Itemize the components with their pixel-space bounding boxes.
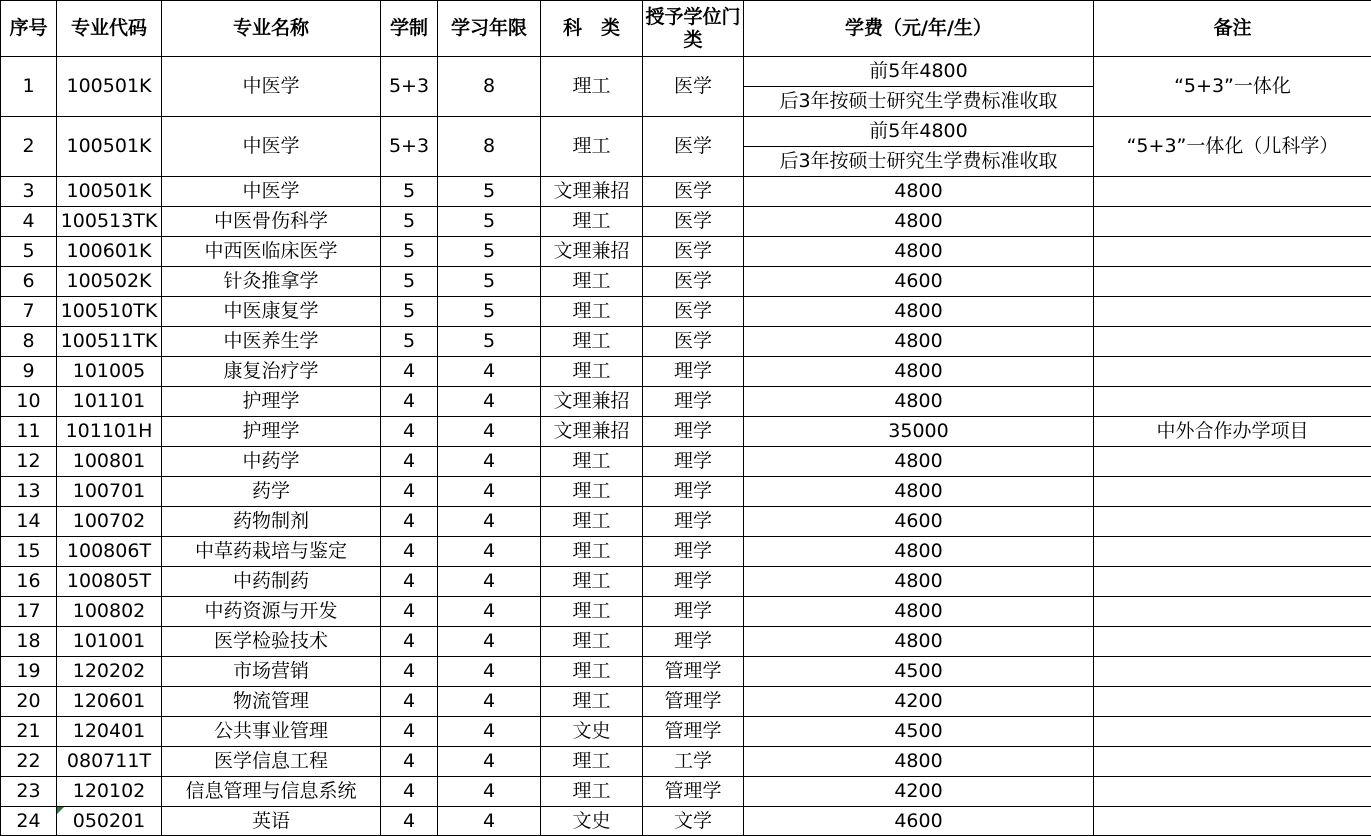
table-row <box>1 507 1371 537</box>
cell-code[interactable]: 100801 <box>57 447 162 477</box>
cell-degree[interactable]: 管理学 <box>643 717 744 747</box>
cell-category[interactable]: 理工 <box>541 117 643 177</box>
cell-category[interactable]: 文史 <box>541 717 643 747</box>
table-row <box>1 117 1371 147</box>
cell-system[interactable]: 4 <box>381 807 438 836</box>
cell-category[interactable]: 理工 <box>541 327 643 357</box>
cell-index[interactable]: 8 <box>1 327 57 357</box>
cell-degree[interactable]: 医学 <box>643 237 744 267</box>
cell-index[interactable]: 10 <box>1 387 57 417</box>
cell-index[interactable]: 18 <box>1 627 57 657</box>
cell-system[interactable]: 5 <box>381 177 438 207</box>
cell-index[interactable]: 21 <box>1 717 57 747</box>
cell-fee[interactable]: 4800 <box>744 357 1094 387</box>
cell-name[interactable]: 中医学 <box>162 117 381 177</box>
cell-index[interactable]: 6 <box>1 267 57 297</box>
header-system[interactable]: 学制 <box>381 1 438 57</box>
cell-note[interactable] <box>1094 177 1371 207</box>
cell-system[interactable]: 5 <box>381 297 438 327</box>
cell-code[interactable]: 100805T <box>57 567 162 597</box>
cell-index[interactable]: 1 <box>1 57 57 117</box>
table-row <box>1 417 1371 447</box>
cell-note[interactable]: 中外合作办学项目 <box>1094 417 1371 447</box>
cell-years[interactable]: 4 <box>438 387 541 417</box>
cell-system[interactable]: 4 <box>381 747 438 777</box>
cell-name[interactable]: 中医学 <box>162 57 381 117</box>
cell-fee-bottom[interactable]: 后3年按硕士研究生学费标准收取 <box>744 87 1094 117</box>
cell-index[interactable]: 12 <box>1 447 57 477</box>
cell-index[interactable]: 3 <box>1 177 57 207</box>
cell-index[interactable]: 20 <box>1 687 57 717</box>
cell-system[interactable]: 4 <box>381 657 438 687</box>
table-row <box>1 687 1371 717</box>
cell-degree[interactable]: 理学 <box>643 417 744 447</box>
cell-fee[interactable]: 4500 <box>744 717 1094 747</box>
table-row <box>1 297 1371 327</box>
cell-code[interactable]: 101001 <box>57 627 162 657</box>
cell-years[interactable]: 8 <box>438 57 541 117</box>
cell-code[interactable]: 120202 <box>57 657 162 687</box>
cell-degree[interactable]: 医学 <box>643 117 744 177</box>
cell-degree[interactable]: 医学 <box>643 297 744 327</box>
cell-degree[interactable]: 理学 <box>643 447 744 477</box>
cell-degree[interactable]: 管理学 <box>643 687 744 717</box>
cell-system[interactable]: 5 <box>381 207 438 237</box>
cell-years[interactable]: 4 <box>438 747 541 777</box>
cell-name[interactable]: 中药资源与开发 <box>162 597 381 627</box>
cell-name[interactable]: 中医学 <box>162 177 381 207</box>
cell-fee[interactable]: 4800 <box>744 477 1094 507</box>
cell-system[interactable]: 5+3 <box>381 57 438 117</box>
cell-system[interactable]: 5 <box>381 327 438 357</box>
cell-name[interactable]: 英语 <box>162 807 381 836</box>
cell-degree[interactable]: 理学 <box>643 627 744 657</box>
cell-degree[interactable]: 理学 <box>643 537 744 567</box>
cell-code[interactable]: 100501K <box>57 177 162 207</box>
cell-name[interactable]: 中医骨伤科学 <box>162 207 381 237</box>
cell-name[interactable]: 物流管理 <box>162 687 381 717</box>
header-fee[interactable]: 学费（元/年/生） <box>744 1 1094 57</box>
cell-fee[interactable]: 4800 <box>744 177 1094 207</box>
cell-note[interactable]: “5+3”一体化 <box>1094 57 1371 117</box>
cell-note[interactable] <box>1094 777 1371 807</box>
cell-system[interactable]: 4 <box>381 357 438 387</box>
cell-note[interactable] <box>1094 687 1371 717</box>
cell-category[interactable]: 理工 <box>541 747 643 777</box>
cell-name[interactable]: 康复治疗学 <box>162 357 381 387</box>
cell-index[interactable]: 11 <box>1 417 57 447</box>
cell-years[interactable]: 4 <box>438 687 541 717</box>
cell-note[interactable] <box>1094 267 1371 297</box>
header-index[interactable]: 序号 <box>1 1 57 57</box>
cell-category[interactable]: 理工 <box>541 477 643 507</box>
cell-category[interactable]: 理工 <box>541 207 643 237</box>
cell-name[interactable]: 护理学 <box>162 387 381 417</box>
table-row <box>1 537 1371 567</box>
cell-degree[interactable]: 理学 <box>643 387 744 417</box>
cell-years[interactable]: 4 <box>438 567 541 597</box>
table-row <box>1 627 1371 657</box>
cell-index[interactable]: 19 <box>1 657 57 687</box>
cell-years[interactable]: 4 <box>438 657 541 687</box>
cell-system[interactable]: 4 <box>381 447 438 477</box>
cell-code[interactable]: 120601 <box>57 687 162 717</box>
cell-note[interactable] <box>1094 477 1371 507</box>
cell-degree[interactable]: 管理学 <box>643 657 744 687</box>
cell-fee[interactable]: 35000 <box>744 417 1094 447</box>
cell-note[interactable] <box>1094 807 1371 836</box>
cell-code[interactable]: 100806T <box>57 537 162 567</box>
table-row <box>1 657 1371 687</box>
cell-system[interactable]: 4 <box>381 537 438 567</box>
cell-years[interactable]: 4 <box>438 627 541 657</box>
cell-fee-bottom[interactable]: 后3年按硕士研究生学费标准收取 <box>744 147 1094 177</box>
cell-code[interactable]: 100502K <box>57 267 162 297</box>
cell-name[interactable]: 中医康复学 <box>162 297 381 327</box>
cell-degree[interactable]: 理学 <box>643 597 744 627</box>
cell-fee[interactable]: 4600 <box>744 267 1094 297</box>
cell-years[interactable]: 4 <box>438 507 541 537</box>
header-row <box>1 1 1371 57</box>
cell-code[interactable]: 100501K <box>57 57 162 117</box>
cell-system[interactable]: 5 <box>381 267 438 297</box>
cell-category[interactable]: 理工 <box>541 657 643 687</box>
cell-years[interactable]: 4 <box>438 537 541 567</box>
table-row <box>1 777 1371 807</box>
cell-fee[interactable]: 4600 <box>744 807 1094 836</box>
cell-system[interactable]: 4 <box>381 627 438 657</box>
cell-note[interactable] <box>1094 387 1371 417</box>
cell-fee[interactable]: 4600 <box>744 507 1094 537</box>
cell-name[interactable]: 中药学 <box>162 447 381 477</box>
cell-degree[interactable]: 理学 <box>643 357 744 387</box>
cell-fee[interactable]: 4800 <box>744 387 1094 417</box>
cell-code[interactable]: 100510TK <box>57 297 162 327</box>
cell-system[interactable]: 4 <box>381 687 438 717</box>
cell-years[interactable]: 4 <box>438 417 541 447</box>
cell-index[interactable]: 24 <box>1 807 57 836</box>
cell-category[interactable]: 文理兼招 <box>541 417 643 447</box>
cell-degree[interactable]: 工学 <box>643 747 744 777</box>
cell-years[interactable]: 8 <box>438 117 541 177</box>
cell-note[interactable] <box>1094 207 1371 237</box>
header-name[interactable]: 专业名称 <box>162 1 381 57</box>
cell-category[interactable]: 理工 <box>541 627 643 657</box>
cell-category[interactable]: 理工 <box>541 357 643 387</box>
table-row <box>1 207 1371 237</box>
cell-index[interactable]: 22 <box>1 747 57 777</box>
cell-years[interactable]: 4 <box>438 447 541 477</box>
cell-code[interactable]: 100802 <box>57 597 162 627</box>
cell-category[interactable]: 理工 <box>541 537 643 567</box>
cell-name[interactable]: 中草药栽培与鉴定 <box>162 537 381 567</box>
cell-index[interactable]: 16 <box>1 567 57 597</box>
cell-name[interactable]: 药学 <box>162 477 381 507</box>
header-category[interactable]: 科 类 <box>541 1 643 57</box>
cell-category[interactable]: 理工 <box>541 447 643 477</box>
cell-note[interactable] <box>1094 357 1371 387</box>
cell-fee[interactable]: 4200 <box>744 777 1094 807</box>
cell-name[interactable]: 中药制药 <box>162 567 381 597</box>
header-years[interactable]: 学习年限 <box>438 1 541 57</box>
cell-name[interactable]: 市场营销 <box>162 657 381 687</box>
cell-code[interactable]: 120102 <box>57 777 162 807</box>
cell-code[interactable]: 100702 <box>57 507 162 537</box>
cell-years[interactable]: 5 <box>438 177 541 207</box>
cell-years[interactable]: 5 <box>438 207 541 237</box>
cell-index[interactable]: 7 <box>1 297 57 327</box>
cell-degree[interactable]: 管理学 <box>643 777 744 807</box>
table-row <box>1 717 1371 747</box>
cell-index[interactable]: 14 <box>1 507 57 537</box>
cell-fee[interactable]: 4800 <box>744 537 1094 567</box>
cell-years[interactable]: 5 <box>438 327 541 357</box>
cell-index[interactable]: 17 <box>1 597 57 627</box>
cell-fee-top[interactable]: 前5年4800 <box>744 117 1094 147</box>
cell-fee[interactable]: 4800 <box>744 297 1094 327</box>
cell-note[interactable] <box>1094 717 1371 747</box>
cell-years[interactable]: 4 <box>438 357 541 387</box>
cell-name[interactable]: 信息管理与信息系统 <box>162 777 381 807</box>
cell-years[interactable]: 5 <box>438 237 541 267</box>
table-row <box>1 57 1371 87</box>
cell-system[interactable]: 4 <box>381 567 438 597</box>
header-note[interactable]: 备注 <box>1094 1 1371 57</box>
cell-category[interactable]: 文理兼招 <box>541 387 643 417</box>
cell-note[interactable] <box>1094 537 1371 567</box>
cell-category[interactable]: 理工 <box>541 507 643 537</box>
cell-note[interactable] <box>1094 597 1371 627</box>
cell-code[interactable]: 080711T <box>57 747 162 777</box>
table-row <box>1 567 1371 597</box>
cell-name[interactable]: 药物制剂 <box>162 507 381 537</box>
cell-years[interactable]: 4 <box>438 477 541 507</box>
cell-years[interactable]: 4 <box>438 597 541 627</box>
cell-degree[interactable]: 医学 <box>643 207 744 237</box>
cell-index[interactable]: 23 <box>1 777 57 807</box>
cell-category[interactable]: 理工 <box>541 567 643 597</box>
cell-degree[interactable]: 医学 <box>643 267 744 297</box>
cell-index[interactable]: 15 <box>1 537 57 567</box>
cell-degree[interactable]: 文学 <box>643 807 744 836</box>
cell-category[interactable]: 理工 <box>541 267 643 297</box>
cell-system[interactable]: 4 <box>381 507 438 537</box>
cell-degree[interactable]: 理学 <box>643 567 744 597</box>
cell-fee[interactable]: 4800 <box>744 567 1094 597</box>
cell-index[interactable]: 2 <box>1 117 57 177</box>
cell-note[interactable] <box>1094 567 1371 597</box>
cell-category[interactable]: 理工 <box>541 687 643 717</box>
cell-degree[interactable]: 医学 <box>643 177 744 207</box>
cell-degree[interactable]: 理学 <box>643 477 744 507</box>
cell-code[interactable]: 100701 <box>57 477 162 507</box>
cell-years[interactable]: 4 <box>438 717 541 747</box>
cell-years[interactable]: 4 <box>438 807 541 836</box>
cell-system[interactable]: 4 <box>381 717 438 747</box>
cell-name[interactable]: 医学信息工程 <box>162 747 381 777</box>
cell-note[interactable] <box>1094 447 1371 477</box>
cell-fee[interactable]: 4800 <box>744 447 1094 477</box>
cell-degree[interactable]: 医学 <box>643 327 744 357</box>
table-row <box>1 747 1371 777</box>
header-degree[interactable]: 授予学位门类 <box>643 1 744 57</box>
cell-index[interactable]: 4 <box>1 207 57 237</box>
cell-name[interactable]: 中西医临床医学 <box>162 237 381 267</box>
table-row <box>1 807 1371 836</box>
table-row <box>1 447 1371 477</box>
cell-fee[interactable]: 4800 <box>744 597 1094 627</box>
cell-years[interactable]: 4 <box>438 777 541 807</box>
cell-fee-top[interactable]: 前5年4800 <box>744 57 1094 87</box>
cell-system[interactable]: 5 <box>381 237 438 267</box>
cell-system[interactable]: 4 <box>381 417 438 447</box>
cell-name[interactable]: 公共事业管理 <box>162 717 381 747</box>
cell-category[interactable]: 理工 <box>541 297 643 327</box>
cell-name[interactable]: 医学检验技术 <box>162 627 381 657</box>
table-row <box>1 477 1371 507</box>
cell-fee[interactable]: 4800 <box>744 237 1094 267</box>
cell-category[interactable]: 文理兼招 <box>541 237 643 267</box>
cell-category[interactable]: 文史 <box>541 807 643 836</box>
cell-code[interactable]: 100501K <box>57 117 162 177</box>
cell-name[interactable]: 中医养生学 <box>162 327 381 357</box>
cell-fee[interactable]: 4500 <box>744 657 1094 687</box>
cell-system[interactable]: 4 <box>381 387 438 417</box>
cell-code[interactable]: 101101 <box>57 387 162 417</box>
cell-code[interactable]: 120401 <box>57 717 162 747</box>
cell-index[interactable]: 9 <box>1 357 57 387</box>
cell-fee[interactable]: 4800 <box>744 207 1094 237</box>
cell-note[interactable] <box>1094 627 1371 657</box>
cell-degree[interactable]: 医学 <box>643 57 744 117</box>
cell-index[interactable]: 5 <box>1 237 57 267</box>
table-row <box>1 237 1371 267</box>
cell-note[interactable] <box>1094 297 1371 327</box>
cell-note[interactable] <box>1094 747 1371 777</box>
cell-note[interactable] <box>1094 237 1371 267</box>
cell-system[interactable]: 4 <box>381 477 438 507</box>
cell-code[interactable]: 101005 <box>57 357 162 387</box>
table-row <box>1 267 1371 297</box>
table-row <box>1 357 1371 387</box>
cell-fee[interactable]: 4800 <box>744 747 1094 777</box>
table-row <box>1 177 1371 207</box>
cell-system[interactable]: 4 <box>381 777 438 807</box>
cell-code[interactable]: 100511TK <box>57 327 162 357</box>
cell-note[interactable] <box>1094 657 1371 687</box>
cell-years[interactable]: 5 <box>438 297 541 327</box>
cell-code[interactable]: 101101H <box>57 417 162 447</box>
header-code[interactable]: 专业代码 <box>57 1 162 57</box>
cell-fee[interactable]: 4200 <box>744 687 1094 717</box>
cell-fee[interactable]: 4800 <box>744 327 1094 357</box>
cell-index[interactable]: 13 <box>1 477 57 507</box>
cell-note[interactable] <box>1094 327 1371 357</box>
cell-name[interactable]: 针灸推拿学 <box>162 267 381 297</box>
cell-years[interactable]: 5 <box>438 267 541 297</box>
cell-code[interactable]: 100601K <box>57 237 162 267</box>
cell-category[interactable]: 理工 <box>541 777 643 807</box>
cell-category[interactable]: 理工 <box>541 57 643 117</box>
cell-code[interactable]: 100513TK <box>57 207 162 237</box>
cell-fee[interactable]: 4800 <box>744 627 1094 657</box>
cell-code[interactable]: 050201 <box>57 807 162 836</box>
table-row <box>1 597 1371 627</box>
cell-note[interactable] <box>1094 507 1371 537</box>
cell-category[interactable]: 理工 <box>541 597 643 627</box>
cell-category[interactable]: 文理兼招 <box>541 177 643 207</box>
cell-degree[interactable]: 理学 <box>643 507 744 537</box>
cell-name[interactable]: 护理学 <box>162 417 381 447</box>
cell-system[interactable]: 5+3 <box>381 117 438 177</box>
table-row <box>1 387 1371 417</box>
cell-note[interactable]: “5+3”一体化（儿科学） <box>1094 117 1371 177</box>
cell-system[interactable]: 4 <box>381 597 438 627</box>
table-row <box>1 327 1371 357</box>
